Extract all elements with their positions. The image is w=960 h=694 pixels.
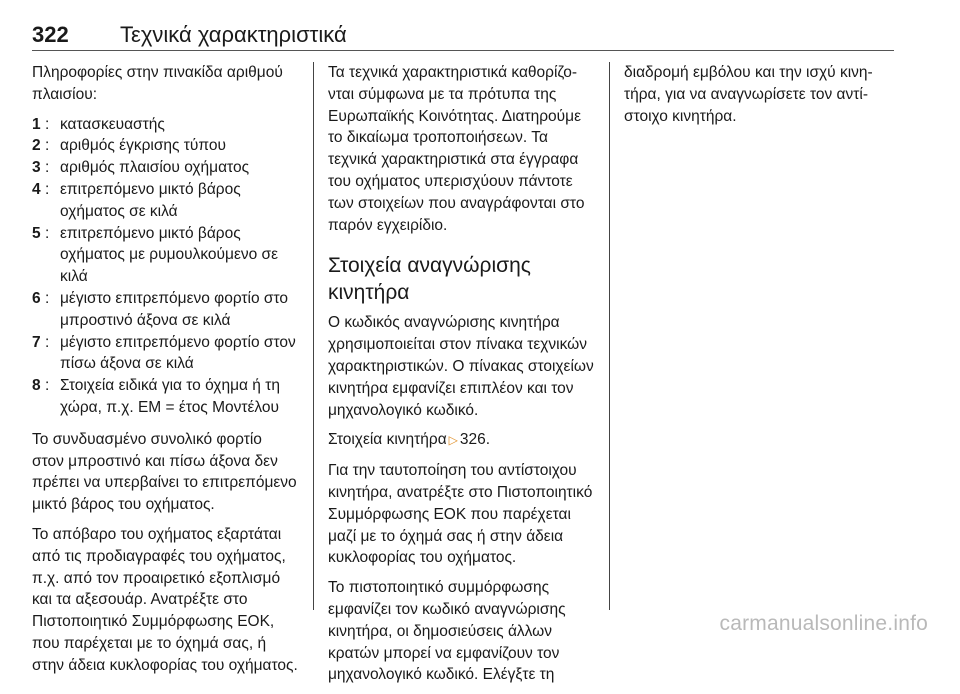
list-item: 3 : αριθμός πλαισίου οχήματος [32, 159, 250, 177]
paragraph: διαδρομή εμβόλου και την ισχύ κινητήρα, για να αναγνωρίσετε τον αντίστοιχο κινητήρα. [624, 64, 873, 125]
list-item: 6 : μέγιστο επιτρεπόμενο φορτίο στο μπροστινό άξονα σε κιλά [32, 289, 289, 329]
paragraph: Το απόβαρο του οχήματος εξαρτάται από τις προδιαγραφές του οχήματος, π.χ. από τον προαιρετικό εξοπλισμό και τα αξεσουάρ. Ανατρέξτε στο Πιστοποιητικό Συμμόρφωσης ΕΟΚ, που παρέχεται με το όχημά σας, ή στην άδεια κυκλοφορίας του οχήματος. [32, 525, 298, 674]
section-title: Τεχνικά χαρακτηριστικά [120, 22, 347, 47]
paragraph: Το πιστοποιητικό συμμόρφωσης εμφανίζει τον κωδικό αναγνώρισης κινητήρα, οι δημοσιεύσεις άλλων κρατών μπορεί να εμφανίζουν τον μηχανολογικό κωδικό. Ελέγξτε τη [328, 579, 566, 684]
list-item: 5 : επιτρεπόμενο μικτό βάρος οχήματος με ρυμουλκούμενο σε κιλά [32, 224, 279, 286]
watermark: carmanualsonline.info [719, 612, 928, 635]
page-reference-icon: ▷ [448, 433, 458, 448]
intro-text: Πληροφορίες στην πινακίδα αριθμού πλαισίου: [32, 64, 283, 103]
page-header [32, 20, 894, 51]
column-divider [609, 62, 610, 610]
column-1 [32, 62, 298, 685]
cross-reference[interactable] [328, 429, 594, 452]
list-item: 8 : Στοιχεία ειδικά για το όχημα ή τη χώρα, π.χ. ΕΜ = έτος Μοντέλου [32, 377, 280, 416]
engine-id-heading: Στοιχεία αναγνώρισης κινητήρα [328, 254, 531, 305]
page-number: 322 [32, 22, 69, 47]
vin-plate-list [32, 114, 298, 419]
reference-text: Στοιχεία κινητήρα [328, 431, 447, 449]
list-item: 4 : επιτρεπόμενο μικτό βάρος οχήματος σε κιλά [32, 180, 241, 220]
column-3 [624, 62, 890, 135]
paragraph: Για την ταυτοποίηση του αντίστοιχου κινητήρα, ανατρέξτε στο Πιστοποιητικό Συμμόρφωσης ΕΟΚ που παρέχεται μαζί με το όχημά σας ή στην άδεια κυκλοφορίας του οχήματος. [328, 462, 593, 567]
list-item: 7 : μέγιστο επιτρεπόμενο φορτίο στον πίσω άξονα σε κιλά [32, 333, 296, 373]
column-divider [313, 62, 314, 610]
column-2 [328, 62, 594, 694]
reference-page[interactable]: 326. [459, 431, 491, 449]
list-item: 2 : αριθμός έγκρισης τύπου [32, 137, 226, 155]
list-item: 1 : κατασκευαστής [32, 115, 165, 133]
paragraph: Ο κωδικός αναγνώρισης κινητήρα χρησιμοποιείται στον πίνακα τεχνικών χαρακτηριστικών. Ο πίνακας στοιχείων κινητήρα εμφανίζει επιπλέον και τον μηχανολογικό κωδικό. [328, 314, 594, 419]
paragraph: Το συνδυασμένο συνολικό φορτίο στον μπροστινό και πίσω άξονα δεν πρέπει να υπερβαίνει το επιτρεπόμενο μικτό βάρος του οχήματος. [32, 430, 297, 514]
paragraph: Τα τεχνικά χαρακτηριστικά καθορίζονται σύμφωνα με τα πρότυπα της Ευρωπαϊκής Κοινότητας. Διατηρούμε το δικαίωμα τροποποιήσεων. Τα τεχνικά χαρακτηριστικά στα έγγραφα του οχήματος υπερισχύουν πάντοτε των στοιχείων που αναγράφονται στο παρόν εγχειρίδιο. [328, 64, 585, 234]
